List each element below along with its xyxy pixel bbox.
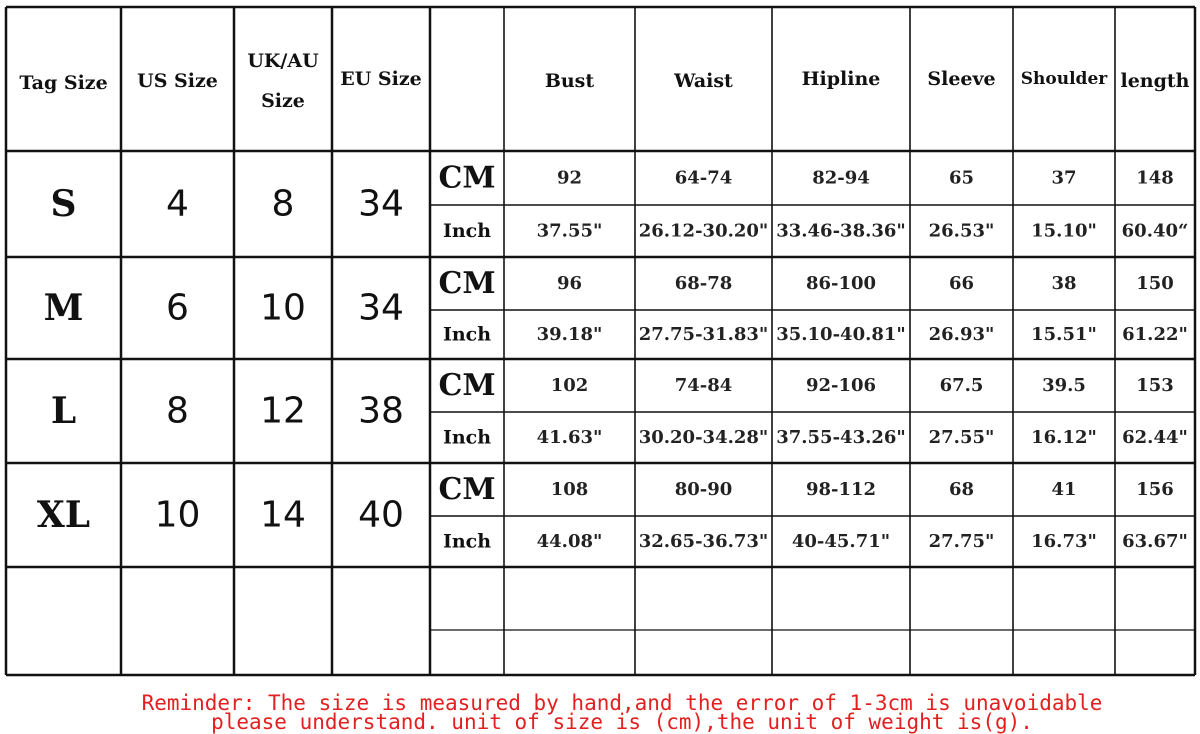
measurement-cm-cell: 38 — [1051, 273, 1077, 294]
tag-size-cell: M — [43, 287, 84, 329]
measurement-cm-cell: 41 — [1051, 479, 1077, 500]
measurement-cm-cell: 65 — [948, 167, 975, 189]
tag-size-cell: L — [50, 390, 77, 432]
header-hipline: Hipline — [801, 68, 881, 90]
measurement-inch-cell: 39.18" — [536, 324, 603, 345]
table-cells — [19, 50, 1189, 553]
eu-size-cell: 38 — [358, 390, 404, 432]
measurement-inch-cell: 15.10" — [1031, 220, 1097, 242]
measurement-cm-cell: 108 — [550, 479, 589, 500]
measurement-cm-cell: 96 — [556, 273, 583, 294]
measurement-cm-cell: 102 — [550, 375, 589, 396]
uk-au-size-cell: 10 — [260, 287, 306, 329]
header-tag-size: Tag Size — [19, 72, 108, 94]
measurement-cm-cell: 153 — [1136, 375, 1174, 396]
eu-size-cell: 40 — [358, 494, 404, 536]
measurement-inch-cell: 26.53" — [928, 220, 995, 242]
uk-au-size-cell: 14 — [260, 494, 306, 536]
header-shoulder: Shoulder — [1020, 69, 1108, 89]
header-bust: Bust — [544, 70, 595, 92]
measurement-inch-cell: 41.63" — [536, 427, 603, 448]
measurement-cm-cell: 74-84 — [674, 375, 733, 396]
measurement-inch-cell: 15.51" — [1031, 324, 1097, 345]
tag-size-cell: XL — [36, 494, 91, 536]
measurement-inch-cell: 37.55" — [536, 220, 603, 242]
unit-label-inch: Inch — [442, 323, 492, 346]
measurement-inch-cell: 61.22" — [1122, 324, 1188, 345]
measurement-cm-cell: 92 — [556, 167, 583, 189]
unit-label-cm: CM — [438, 160, 496, 196]
measurement-cm-cell: 39.5 — [1042, 375, 1086, 396]
measurement-cm-cell: 156 — [1136, 479, 1174, 500]
measurement-cm-cell: 150 — [1136, 273, 1174, 294]
us-size-cell: 8 — [166, 390, 189, 432]
header-uk-au-size-line2: Size — [261, 90, 305, 112]
measurement-cm-cell: 148 — [1136, 167, 1174, 189]
measurement-inch-cell: 26.12-30.20" — [638, 220, 769, 242]
measurement-cm-cell: 67.5 — [939, 375, 984, 396]
measurement-inch-cell: 60.40“ — [1121, 220, 1189, 242]
uk-au-size-cell: 8 — [271, 183, 295, 225]
measurement-inch-cell: 16.12" — [1031, 427, 1097, 448]
measurement-cm-cell: 82-94 — [812, 167, 870, 189]
uk-au-size-cell: 12 — [260, 390, 306, 432]
measurement-cm-cell: 98-112 — [805, 479, 877, 500]
measurement-cm-cell: 64-74 — [674, 167, 733, 189]
measurement-inch-cell: 63.67" — [1122, 531, 1188, 552]
header-us-size: US Size — [137, 70, 218, 92]
measurement-inch-cell: 16.73" — [1031, 531, 1097, 552]
measurement-cm-cell: 86-100 — [805, 273, 877, 294]
us-size-cell: 10 — [154, 494, 201, 536]
measurement-inch-cell: 26.93" — [928, 324, 995, 345]
measurement-cm-cell: 68 — [948, 479, 975, 500]
measurement-inch-cell: 27.75-31.83" — [638, 324, 769, 345]
measurement-inch-cell: 40-45.71" — [791, 531, 891, 552]
measurement-inch-cell: 62.44" — [1122, 427, 1188, 448]
tag-size-cell: S — [50, 183, 77, 225]
unit-label-cm: CM — [438, 472, 496, 507]
header-uk-au-size: UK/AU — [247, 50, 319, 72]
measurement-inch-cell: 30.20-34.28" — [638, 427, 769, 448]
unit-label-inch: Inch — [442, 220, 492, 242]
measurement-cm-cell: 68-78 — [674, 273, 733, 294]
us-size-cell: 6 — [166, 287, 189, 329]
measurement-inch-cell: 27.55" — [928, 427, 995, 448]
measurement-cm-cell: 92-106 — [805, 375, 877, 396]
reminder-line-1: Reminder: The size is measured by hand,and the error of 1-3cm is unavoidable — [141, 691, 1103, 715]
measurement-cm-cell: 66 — [948, 273, 975, 294]
header-length: length — [1120, 70, 1190, 92]
unit-label-cm: CM — [438, 266, 496, 301]
measurement-inch-cell: 35.10-40.81" — [776, 324, 906, 345]
measurement-cm-cell: 37 — [1051, 167, 1077, 189]
unit-label-cm: CM — [438, 368, 496, 403]
eu-size-cell: 34 — [358, 183, 404, 225]
header-sleeve: Sleeve — [927, 68, 996, 90]
header-waist: Waist — [674, 70, 733, 92]
measurement-inch-cell: 33.46-38.36" — [776, 220, 906, 242]
reminder-line-2: please understand. unit of size is (cm),the unit of weight is(g). — [211, 710, 1033, 734]
us-size-cell: 4 — [166, 183, 189, 225]
eu-size-cell: 34 — [358, 287, 404, 329]
measurement-inch-cell: 37.55-43.26" — [776, 427, 906, 448]
header-eu-size: EU Size — [340, 68, 422, 90]
measurement-inch-cell: 27.75" — [928, 531, 995, 552]
measurement-cm-cell: 80-90 — [674, 479, 733, 500]
unit-label-inch: Inch — [442, 530, 492, 553]
measurement-inch-cell: 32.65-36.73" — [638, 531, 769, 552]
measurement-inch-cell: 44.08" — [536, 531, 603, 552]
unit-label-inch: Inch — [442, 426, 492, 449]
